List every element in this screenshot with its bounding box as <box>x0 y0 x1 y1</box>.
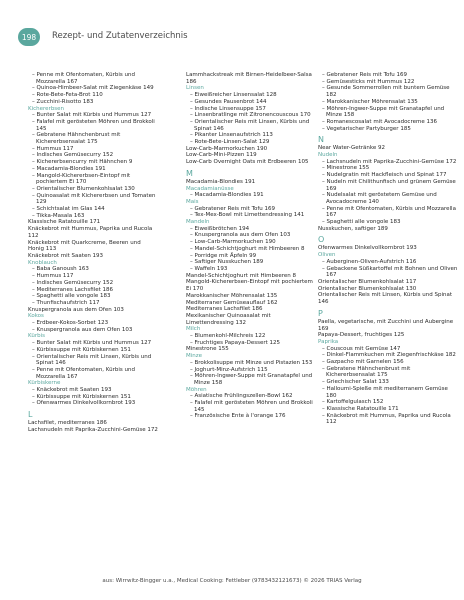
index-subentry: – Orientalischer Reis mit Linsen, Kürbis und Spinat 146 <box>32 353 153 367</box>
index-category-heading: Kichererbsen <box>28 105 65 112</box>
index-subentry: – Fruchtiges Papaya-Dessert 125 <box>190 339 281 346</box>
index-subentry: – Orientalischer Blumenkohlsalat 130 <box>32 185 135 192</box>
index-subentry: – Mangold-Kichererbsen-Eintopf mit pochiertem Ei 170 <box>32 172 132 186</box>
index-subentry: – Gebratener Reis mit Tofu 169 <box>190 205 276 212</box>
index-subentry: – Falafel mit gerösteten Möhren und Brokkoli 145 <box>190 400 315 413</box>
index-subentry: – Blumenkohl-Milchreis 122 <box>190 333 266 340</box>
index-category-heading: Knoblauch <box>28 259 57 266</box>
index-subentry: – Auberginen-Oliven-Aufstrich 116 <box>322 258 417 265</box>
index-letter-heading: N <box>318 135 324 145</box>
index-entry: Low-Carb-Mini-Pizzen 119 <box>186 152 257 159</box>
index-entry: Nusskuchen, saftiger 189 <box>318 225 388 232</box>
index-subentry: – Ofenwarmes Dinkelvollkornbrot 193 <box>32 400 136 407</box>
index-entry: Knäckebrot mit Quarkcreme, Beeren und Honig 113 <box>28 239 143 253</box>
index-subentry: – Lachsnudeln mit Paprika-Zucchini-Gemüse 172 <box>322 158 457 165</box>
index-category-heading: Linsen <box>186 85 204 92</box>
index-category-heading: Möhren <box>186 386 207 393</box>
index-entry: Lachsnudeln mit Paprika-Zucchini-Gemüse 172 <box>28 426 158 433</box>
index-subentry: – Orientalischer Reis mit Linsen, Kürbis und Spinat 146 <box>190 118 311 132</box>
index-subentry: – Penne mit Ofentomaten, Kürbis und Mozzarella 167 <box>32 366 137 380</box>
index-subentry: – Spaghetti alle vongole 183 <box>32 293 111 300</box>
index-subentry: – Griechischer Salat 133 <box>322 379 389 386</box>
index-entry: Mangold-Kichererbsen-Eintopf mit pochiertem Ei 170 <box>186 279 315 293</box>
index-subentry: – Gemüsesticks mit Hummus 122 <box>322 78 415 85</box>
index-subentry: – Bunter Salat mit Kürbis und Hummus 127 <box>32 340 152 347</box>
index-entry: Marokkanischer Möhrensalat 135 <box>186 292 278 299</box>
index-subentry: – Tex-Mex-Bowl mit Limettendressing 141 <box>190 212 305 219</box>
page-number-badge: 198 <box>18 28 40 46</box>
index-subentry: – Joghurt-Minz-Aufstrich 115 <box>190 366 268 373</box>
index-entry: Low-Carb-Marmorkuchen 190 <box>186 145 268 152</box>
index-category-heading: Mandeln <box>186 219 210 226</box>
index-entry: Near Water-Getränke 92 <box>318 145 386 152</box>
index-subentry: – Vegetarischer Partyburger 185 <box>322 125 411 132</box>
index-subentry: – Porridge mit Äpfeln 99 <box>190 252 257 259</box>
index-subentry: – Linsenbratlinge mit Zitronencouscous 170 <box>190 112 311 119</box>
index-category-heading: Paprika <box>318 338 339 345</box>
index-subentry: – Knäckebrot mit Saaten 193 <box>32 387 112 394</box>
index-subentry: – Marokkanischer Möhrensalat 135 <box>322 98 418 105</box>
index-entry: Paella, vegetarische, mit Zucchini und Aubergine 169 <box>318 318 455 332</box>
index-subentry: – Möhren-Ingwer-Suppe mit Granatapfel und Minze 158 <box>322 105 446 119</box>
index-subentry: – Mandel-Schichtjoghurt mit Himbeeren 8 <box>190 245 305 252</box>
index-subentry: – Dinkel-Flammkuchen mit Ziegenfrischkäse 182 <box>322 352 456 359</box>
index-subentry: – Gebratener Reis mit Tofu 169 <box>322 72 408 78</box>
index-subentry: – Knuspergranola aus dem Ofen 103 <box>32 326 133 333</box>
index-subentry: – Thunfischaufstrich 117 <box>32 299 100 306</box>
index-subentry: – Romanescosalat mit Avocadocreme 136 <box>322 118 437 125</box>
index-entry: Orientalischer Reis mit Linsen, Kürbis und Spinat 146 <box>318 292 454 306</box>
index-subentry: – Knuspergranola aus dem Ofen 103 <box>190 232 291 239</box>
index-subentry: – Französische Ente à l'orange 176 <box>190 413 286 420</box>
index-subentry: – Gebratene Hähnchenbrust mit Kichererbsensalat 175 <box>32 132 123 146</box>
index-entry: Macadamia-Blondies 191 <box>186 178 256 185</box>
index-subentry: – Minestrone 155 <box>322 165 370 172</box>
index-subentry: – Indische Linsensuppe 157 <box>190 105 266 112</box>
index-entry: Mediterraner Gemüseauflauf 162 <box>186 299 278 306</box>
index-subentry: – Falafel mit gerösteten Möhren und Brokkoli 145 <box>32 118 157 132</box>
index-subentry: – Bunter Salat mit Kürbis und Hummus 127 <box>32 112 152 119</box>
copyright-footer: aus: Wirrwitz-Bingger u.a., Medical Cooking: Fettleber (9783432121673) © 2026 TRIAS Verlag <box>102 578 362 584</box>
index-subentry: – Nudeln mit Chilithunfisch und grünem Gemüse 169 <box>322 178 458 192</box>
index-entry: Ofenwarmes Dinkelvollkornbrot 193 <box>318 245 417 252</box>
index-subentry: – Erdbeer-Kokos-Sorbet 123 <box>32 320 109 327</box>
index-letter-heading: M <box>186 168 193 178</box>
index-subentry: – Penne mit Ofentomaten, Kürbis und Mozzarella 167 <box>32 72 137 85</box>
index-subentry: – Möhren-Ingwer-Suppe mit Granatapfel und Minze 158 <box>190 373 314 386</box>
index-entry: Orientalischer Blumenkohlsalat 117 <box>318 278 417 285</box>
index-letter-heading: P <box>318 308 323 318</box>
index-entry: Knäckebrot mit Saaten 193 <box>28 252 104 259</box>
index-subentry: – Kichererbsencurry mit Hähnchen 9 <box>32 159 133 166</box>
index-category-heading: Nudeln <box>318 152 338 159</box>
index-subentry: – Eiweißbrötchen 194 <box>190 225 250 232</box>
index-subentry: – Macadamia-Blondies 191 <box>32 165 106 172</box>
index-subentry: – Quinoa-Himbeer-Salat mit Ziegenkäse 149 <box>32 85 154 92</box>
index-entry: Knäckebrot mit Hummus, Paprika und Rucola 112 <box>28 226 154 239</box>
index-entry: Knuspergranola aus dem Ofen 103 <box>28 306 124 313</box>
index-category-heading: Kürbis <box>28 333 45 340</box>
index-entry: Orientalischer Blumenkohlsalat 130 <box>318 285 417 292</box>
index-subentry: – Knäckebrot mit Hummus, Paprika und Rucola 112 <box>322 412 453 426</box>
index-category-heading: Mais <box>186 198 199 205</box>
index-entry: Lachsfilet, mediterranes 186 <box>28 420 107 427</box>
index-subentry: – Hummus 117 <box>32 145 74 152</box>
index-subentry: – Hummus 117 <box>32 273 74 280</box>
index-entry: Mandel-Schichtjoghurt mit Himbeeren 8 <box>186 272 297 279</box>
index-subentry: – Nudelsalat mit geröstetem Gemüse und Avocadocreme 140 <box>322 192 439 205</box>
index-subentry: – Couscous mit Gemüse 147 <box>322 345 401 352</box>
index-subentry: – Kürbissuppe mit Kürbiskernen 151 <box>32 393 131 400</box>
index-subentry: – Nudelgratin mit Hackfleisch und Spinat 177 <box>322 172 447 179</box>
index-category-heading: Kokos <box>28 313 44 320</box>
index-subentry: – Penne mit Ofentomaten, Kürbis und Mozzarella 167 <box>322 205 458 219</box>
index-subentry: – Macadamia-Blondies 191 <box>190 192 264 199</box>
index-column-1 <box>28 72 158 434</box>
index-subentry: – Tikka-Masala 163 <box>32 212 85 219</box>
index-category-heading: Milch <box>186 326 201 333</box>
index-category-heading: Macadamianüsse <box>186 185 234 192</box>
index-subentry: – Kürbissuppe mit Kürbiskernen 151 <box>32 346 131 353</box>
index-subentry: – Indisches Gemüsecurry 152 <box>32 279 114 286</box>
index-subentry: – Low-Carb-Marmorkuchen 190 <box>190 239 276 246</box>
index-subentry: – Waffeln 193 <box>190 265 228 272</box>
index-subentry: – Rote-Bete-Linsen-Salat 129 <box>190 139 270 146</box>
index-subentry: – Kartoffelgulasch 152 <box>322 399 384 406</box>
index-category-heading: Minze <box>186 353 203 360</box>
index-subentry: – Eiweißreicher Linsensalat 128 <box>190 92 277 99</box>
index-entry: Klassische Ratatouille 171 <box>28 219 101 226</box>
index-subentry: – Gazpacho mit Garnelen 156 <box>322 359 404 366</box>
index-letter-heading: O <box>318 235 325 245</box>
index-subentry: – Halloumi-Spieße mit mediterranem Gemüse 180 <box>322 385 450 399</box>
index-subentry: – Saftiger Nusskuchen 189 <box>190 259 264 266</box>
index-entry: Papaya-Dessert, fruchtiges 125 <box>318 332 405 339</box>
index-subentry: – Rote-Bete-Feta-Brot 110 <box>32 92 103 99</box>
index-subentry: – Quinoasalat mit Kichererbsen und Tomaten 129 <box>32 192 158 206</box>
index-subentry: – Pikanter Linsenaufstrich 113 <box>190 132 273 139</box>
index-letter-heading: L <box>28 410 33 420</box>
index-subentry: – Baba Ganoush 163 <box>32 266 89 273</box>
index-entry: Mexikanischer Quinoasalat mit Limettendressing 132 <box>186 312 273 326</box>
index-subentry: – Schichtsalat im Glas 144 <box>32 206 105 213</box>
index-entry: Mediterranes Lachsfilet 186 <box>186 306 263 313</box>
index-category-heading: Kürbiskerne <box>28 380 61 387</box>
index-category-heading: Oliven <box>318 252 336 259</box>
index-entry: Low-Carb Overnight Oats mit Erdbeeren 105 <box>186 159 309 166</box>
index-subentry: – Gesundes Pausenbrot 144 <box>190 98 267 105</box>
index-subentry: – Zucchini-Risotto 183 <box>32 98 94 105</box>
index-entry: Minestrone 155 <box>186 346 229 353</box>
index-column-3 <box>318 72 458 426</box>
index-subentry: – Brokkolisuppe mit Minze und Pistazien 153 <box>190 359 313 366</box>
page-title: Rezept- und Zutatenverzeichnis <box>52 31 188 41</box>
index-subentry: – Indisches Gemüsecurry 152 <box>32 152 114 159</box>
index-subentry: – Klassische Ratatouille 171 <box>322 405 399 412</box>
index-entry: Lammhackstreak mit Birnen-Heidelbeer-Salsa 186 <box>186 72 314 85</box>
index-subentry: – Asiatische Frühlingszellen-Bowl 162 <box>190 393 293 400</box>
index-subentry: – Gebratene Hähnchenbrust mit Kichererbsensalat 175 <box>322 365 413 379</box>
index-subentry: – Spaghetti alle vongole 183 <box>322 219 401 226</box>
index-column-2 <box>186 72 316 420</box>
index-subentry: – Gesunde Sommerrollen mit buntem Gemüse 182 <box>322 85 452 99</box>
index-subentry: – Gebackene Süßkartoffel mit Bohnen und Oliven 167 <box>322 265 460 279</box>
index-subentry: – Mediterranes Lachsfilet 186 <box>32 286 114 293</box>
